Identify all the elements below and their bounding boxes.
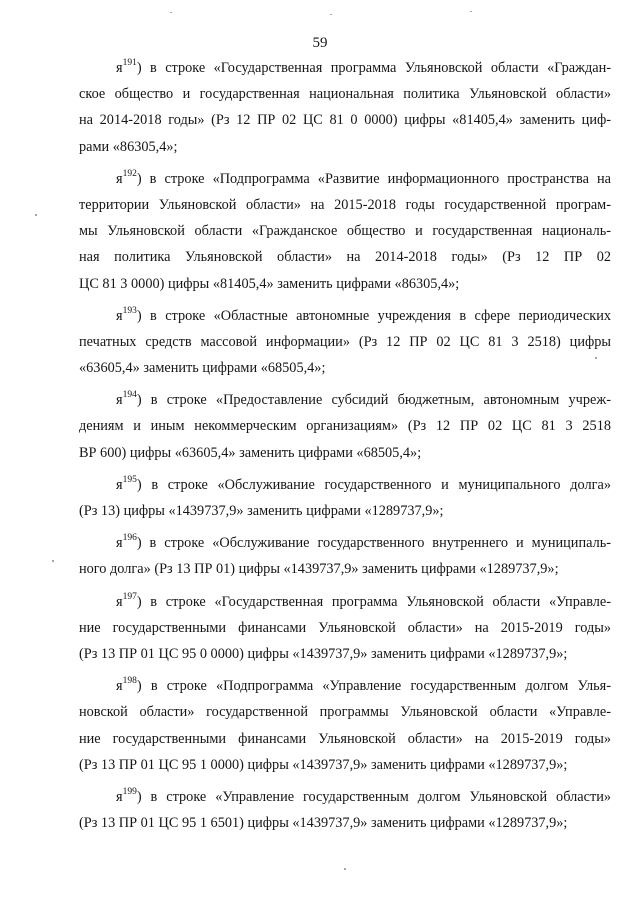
scan-speck — [470, 11, 472, 12]
scan-speck — [52, 560, 54, 562]
paragraph-line: на 2014-2018 годы» (Рз 12 ПР 02 ЦС 81 0 0000) цифры «81405,4» заменить циф- — [79, 112, 611, 129]
paragraph-line: территории Ульяновской области» на 2015-2018 годы государственной програм- — [79, 196, 611, 213]
paragraph-line: ние государственными финансами Ульяновской области» на 2015-2019 годы» — [79, 730, 611, 747]
line-text: ) в строке «Государственная программа Ульяновской области «Граждан- — [136, 60, 611, 76]
item-marker: я — [116, 788, 123, 805]
item-number: 191 — [122, 58, 137, 69]
line-text: ) в строке «Подпрограмма «Развитие информационного пространства на — [136, 170, 611, 187]
item-number: 194 — [122, 390, 137, 401]
paragraph-line — [79, 530, 611, 556]
paragraph-line: «63605,4» заменить цифрами «68505,4»; — [79, 360, 326, 377]
paragraph-line: (Рз 13 ПР 01 ЦС 95 1 0000) цифры «1439737,9» заменить цифрами «1289737,9»; — [79, 756, 568, 773]
paragraph-line: (Рз 13) цифры «1439737,9» заменить цифрами «1289737,9»; — [79, 503, 444, 519]
item-marker: я — [116, 307, 123, 324]
scan-speck — [330, 14, 332, 15]
item-number: 196 — [122, 533, 137, 544]
amendment-paragraph — [79, 472, 611, 524]
paragraph-line — [79, 472, 611, 498]
line-text: ) в строке «Обслуживание государственного и муниципального долга» — [136, 476, 611, 493]
item-marker: я — [116, 535, 123, 552]
scan-speck — [344, 868, 346, 870]
paragraph-line: ВР 600) цифры «63605,4» заменить цифрами «68505,4»; — [79, 444, 422, 461]
line-text: ) в строке «Подпрограмма «Управление государственным долгом Улья- — [136, 678, 611, 695]
paragraph-line: новской области» государственной программы Ульяновской области «Управле- — [79, 704, 611, 721]
item-number: 199 — [122, 787, 137, 798]
paragraph-line: печатных средств массовой информации» (Рз 12 ПР 02 ЦС 81 3 2518) цифры — [79, 333, 611, 350]
paragraph-line — [79, 673, 611, 699]
line-text: ) в строке «Обслуживание государственного внутреннего и муниципаль- — [136, 535, 611, 552]
item-marker: я — [116, 170, 123, 187]
item-marker: я — [116, 678, 123, 695]
item-number: 195 — [122, 475, 137, 486]
paragraph-line: рами «86305,4»; — [79, 138, 178, 155]
paragraph-line: ная политика Ульяновской области» на 2014-2018 годы» (Рз 12 ПР 02 — [79, 249, 611, 266]
item-marker: я — [116, 593, 123, 610]
amendment-paragraph — [79, 589, 611, 668]
page-number: 59 — [312, 35, 328, 51]
line-text: ) в строке «Областные автономные учреждения в сфере периодических — [136, 307, 611, 324]
amendment-paragraph — [79, 673, 611, 778]
item-number: 197 — [122, 591, 137, 602]
line-text: ) в строке «Предоставление субсидий бюджетным, автономным учреж- — [136, 392, 611, 409]
paragraph-line — [79, 387, 611, 413]
amendment-paragraph — [79, 55, 611, 160]
paragraph-line: (Рз 13 ПР 01 ЦС 95 0 0000) цифры «1439737,9» заменить цифрами «1289737,9»; — [79, 645, 568, 662]
amendment-paragraph — [79, 784, 611, 836]
item-number: 193 — [122, 305, 137, 316]
item-number: 192 — [122, 168, 137, 179]
paragraph-line: ЦС 81 3 0000) цифры «81405,4» заменить цифрами «86305,4»; — [79, 275, 460, 292]
paragraph-line: ного долга» (Рз 13 ПР 01) цифры «1439737,9» заменить цифрами «1289737,9»; — [79, 561, 559, 578]
amendment-paragraph — [79, 303, 611, 382]
document-body — [79, 55, 611, 842]
amendment-paragraph — [79, 530, 611, 582]
paragraph-line — [79, 589, 611, 615]
paragraph-line — [79, 166, 611, 192]
amendment-paragraph — [79, 166, 611, 297]
item-marker: я — [116, 60, 123, 76]
paragraph-line — [79, 784, 611, 810]
item-number: 198 — [122, 676, 137, 687]
paragraph-line — [79, 303, 611, 329]
item-marker: я — [116, 392, 123, 409]
amendment-paragraph — [79, 387, 611, 466]
paragraph-line — [79, 55, 611, 81]
paragraph-line: ское общество и государственная национальная политика Ульяновской области» — [79, 86, 611, 103]
line-text: ) в строке «Государственная программа Ульяновской области «Управле- — [136, 593, 611, 610]
scan-speck — [35, 214, 37, 216]
paragraph-line: дениям и иным некоммерческим организациям» (Рз 12 ПР 02 ЦС 81 3 2518 — [79, 418, 611, 435]
paragraph-line: (Рз 13 ПР 01 ЦС 95 1 6501) цифры «1439737,9» заменить цифрами «1289737,9»; — [79, 815, 568, 832]
scan-speck — [595, 357, 597, 359]
item-marker: я — [116, 476, 123, 493]
paragraph-line: ние государственными финансами Ульяновской области» на 2015-2019 годы» — [79, 619, 611, 636]
paragraph-line: мы Ульяновской области «Гражданское общество и государственная националь- — [79, 223, 611, 240]
scan-speck — [170, 12, 172, 13]
line-text: ) в строке «Управление государственным долгом Ульяновской области» — [136, 788, 611, 805]
